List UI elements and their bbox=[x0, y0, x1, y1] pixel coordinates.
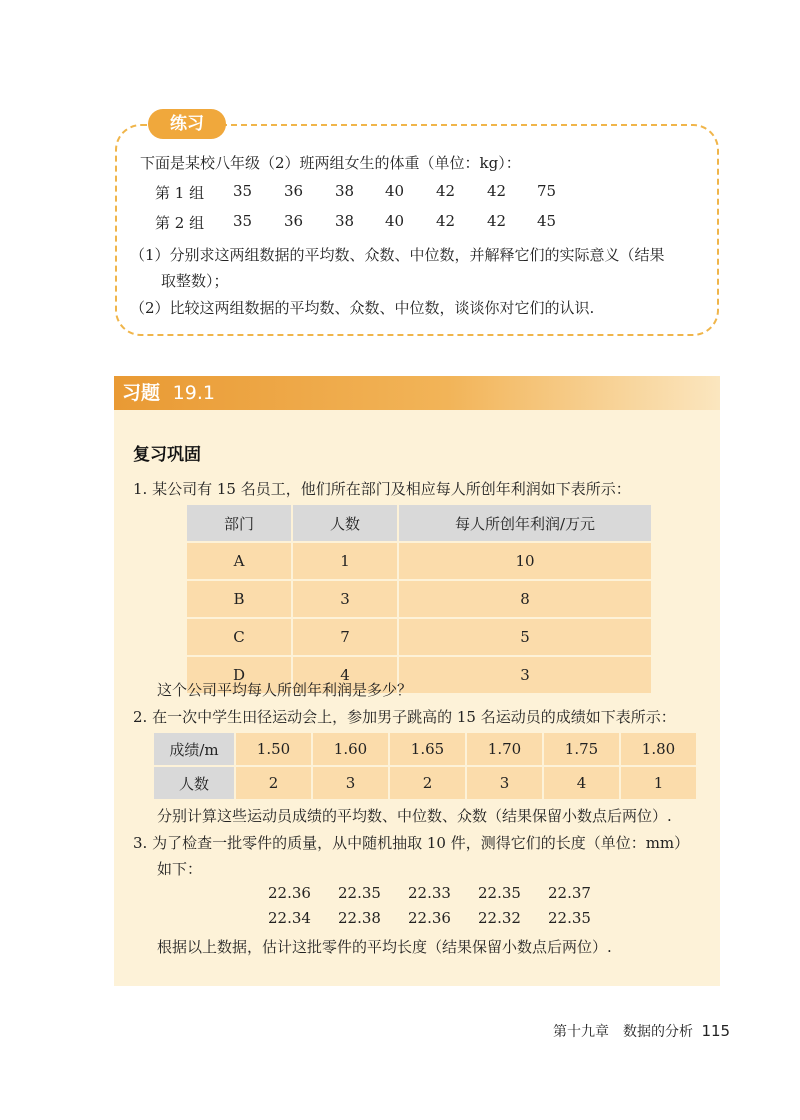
table-header-row bbox=[186, 504, 652, 542]
group-1-value: 40 bbox=[385, 182, 405, 200]
practice-intro: 下面是某校八年级（2）班两组女生的体重（单位：kg）： bbox=[140, 154, 521, 172]
table-header-cell: 人数 bbox=[153, 766, 235, 800]
length-value: 22.34 bbox=[268, 909, 311, 927]
table-cell: 1.70 bbox=[466, 732, 543, 766]
exercise-title bbox=[122, 380, 215, 406]
table-row bbox=[153, 766, 697, 800]
table-cell: 3 bbox=[312, 766, 389, 800]
table-cell: 1.75 bbox=[543, 732, 620, 766]
question-3-text: 3. 为了检查一批零件的质量，从中随机抽取 10 件，测得它们的长度（单位：mm） bbox=[133, 834, 690, 852]
table-header-cell: 部门 bbox=[186, 504, 292, 542]
table-row bbox=[186, 618, 652, 656]
table-row bbox=[153, 732, 697, 766]
practice-question-1-cont: 取整数）； bbox=[161, 272, 229, 290]
table-header-cell: 成绩/m bbox=[153, 732, 235, 766]
high-jump-table bbox=[152, 731, 698, 801]
practice-question-1: （1）分别求这两组数据的平均数、众数、中位数，并解释它们的实际意义（结果 bbox=[130, 246, 665, 264]
length-value: 22.33 bbox=[408, 884, 451, 902]
group-1-value: 75 bbox=[537, 182, 557, 200]
question-1-ask: 这个公司平均每人所创年利润是多少？ bbox=[157, 681, 413, 699]
table-cell: 1.80 bbox=[620, 732, 697, 766]
length-value: 22.35 bbox=[548, 909, 591, 927]
table-cell: 4 bbox=[292, 656, 398, 694]
table-header-cell: 每人所创年利润/万元 bbox=[398, 504, 652, 542]
table-cell: B bbox=[186, 580, 292, 618]
table-cell: 3 bbox=[292, 580, 398, 618]
length-value: 22.38 bbox=[338, 909, 381, 927]
page-number: 115 bbox=[701, 1022, 731, 1040]
group-2-value: 38 bbox=[335, 212, 355, 230]
table-cell: 8 bbox=[398, 580, 652, 618]
group-2-value: 42 bbox=[487, 212, 507, 230]
table-cell: C bbox=[186, 618, 292, 656]
table-cell: 1.50 bbox=[235, 732, 312, 766]
exercise-title-number: 19.1 bbox=[172, 382, 215, 404]
page-footer bbox=[553, 1021, 730, 1041]
table-cell: 1 bbox=[620, 766, 697, 800]
length-value: 22.35 bbox=[338, 884, 381, 902]
group-1-label: 第 1 组 bbox=[155, 184, 205, 202]
table-cell: 2 bbox=[235, 766, 312, 800]
question-3-text-cont: 如下： bbox=[157, 860, 203, 878]
length-value: 22.35 bbox=[478, 884, 521, 902]
question-1-text: 1. 某公司有 15 名员工，他们所在部门及相应每人所创年利润如下表所示： bbox=[133, 480, 631, 498]
table-cell: 7 bbox=[292, 618, 398, 656]
group-1-value: 38 bbox=[335, 182, 355, 200]
group-1-value: 42 bbox=[487, 182, 507, 200]
group-2-value: 36 bbox=[284, 212, 304, 230]
group-2-label: 第 2 组 bbox=[155, 214, 205, 232]
group-2-value: 35 bbox=[233, 212, 253, 230]
table-row bbox=[186, 542, 652, 580]
table-cell: 2 bbox=[389, 766, 466, 800]
table-cell: A bbox=[186, 542, 292, 580]
question-2-text: 2. 在一次中学生田径运动会上，参加男子跳高的 15 名运动员的成绩如下表所示： bbox=[133, 708, 676, 726]
table-cell: 4 bbox=[543, 766, 620, 800]
table-row bbox=[186, 580, 652, 618]
table-cell: 5 bbox=[398, 618, 652, 656]
table-cell: 1 bbox=[292, 542, 398, 580]
chapter-title: 第十九章 数据的分析 bbox=[553, 1024, 693, 1040]
length-value: 22.36 bbox=[408, 909, 451, 927]
group-1-value: 36 bbox=[284, 182, 304, 200]
group-1-value: 35 bbox=[233, 182, 253, 200]
length-value: 22.37 bbox=[548, 884, 591, 902]
exercise-title-text: 习题 bbox=[122, 382, 161, 404]
group-1-value: 42 bbox=[436, 182, 456, 200]
section-heading: 复习巩固 bbox=[133, 445, 201, 465]
table-cell: 10 bbox=[398, 542, 652, 580]
question-2-ask: 分别计算这些运动员成绩的平均数、中位数、众数（结果保留小数点后两位）. bbox=[157, 807, 672, 825]
profit-table bbox=[185, 503, 653, 695]
table-cell: 1.65 bbox=[389, 732, 466, 766]
length-value: 22.36 bbox=[268, 884, 311, 902]
table-cell: 3 bbox=[466, 766, 543, 800]
length-value: 22.32 bbox=[478, 909, 521, 927]
practice-question-2: （2）比较这两组数据的平均数、众数、中位数，谈谈你对它们的认识. bbox=[130, 299, 595, 317]
practice-tab-label: 练习 bbox=[148, 109, 226, 139]
question-3-ask: 根据以上数据，估计这批零件的平均长度（结果保留小数点后两位）. bbox=[157, 938, 612, 956]
group-2-value: 45 bbox=[537, 212, 557, 230]
table-header-cell: 人数 bbox=[292, 504, 398, 542]
group-2-value: 40 bbox=[385, 212, 405, 230]
group-2-value: 42 bbox=[436, 212, 456, 230]
table-cell: 3 bbox=[398, 656, 652, 694]
table-cell: D bbox=[186, 656, 292, 694]
table-cell: 1.60 bbox=[312, 732, 389, 766]
